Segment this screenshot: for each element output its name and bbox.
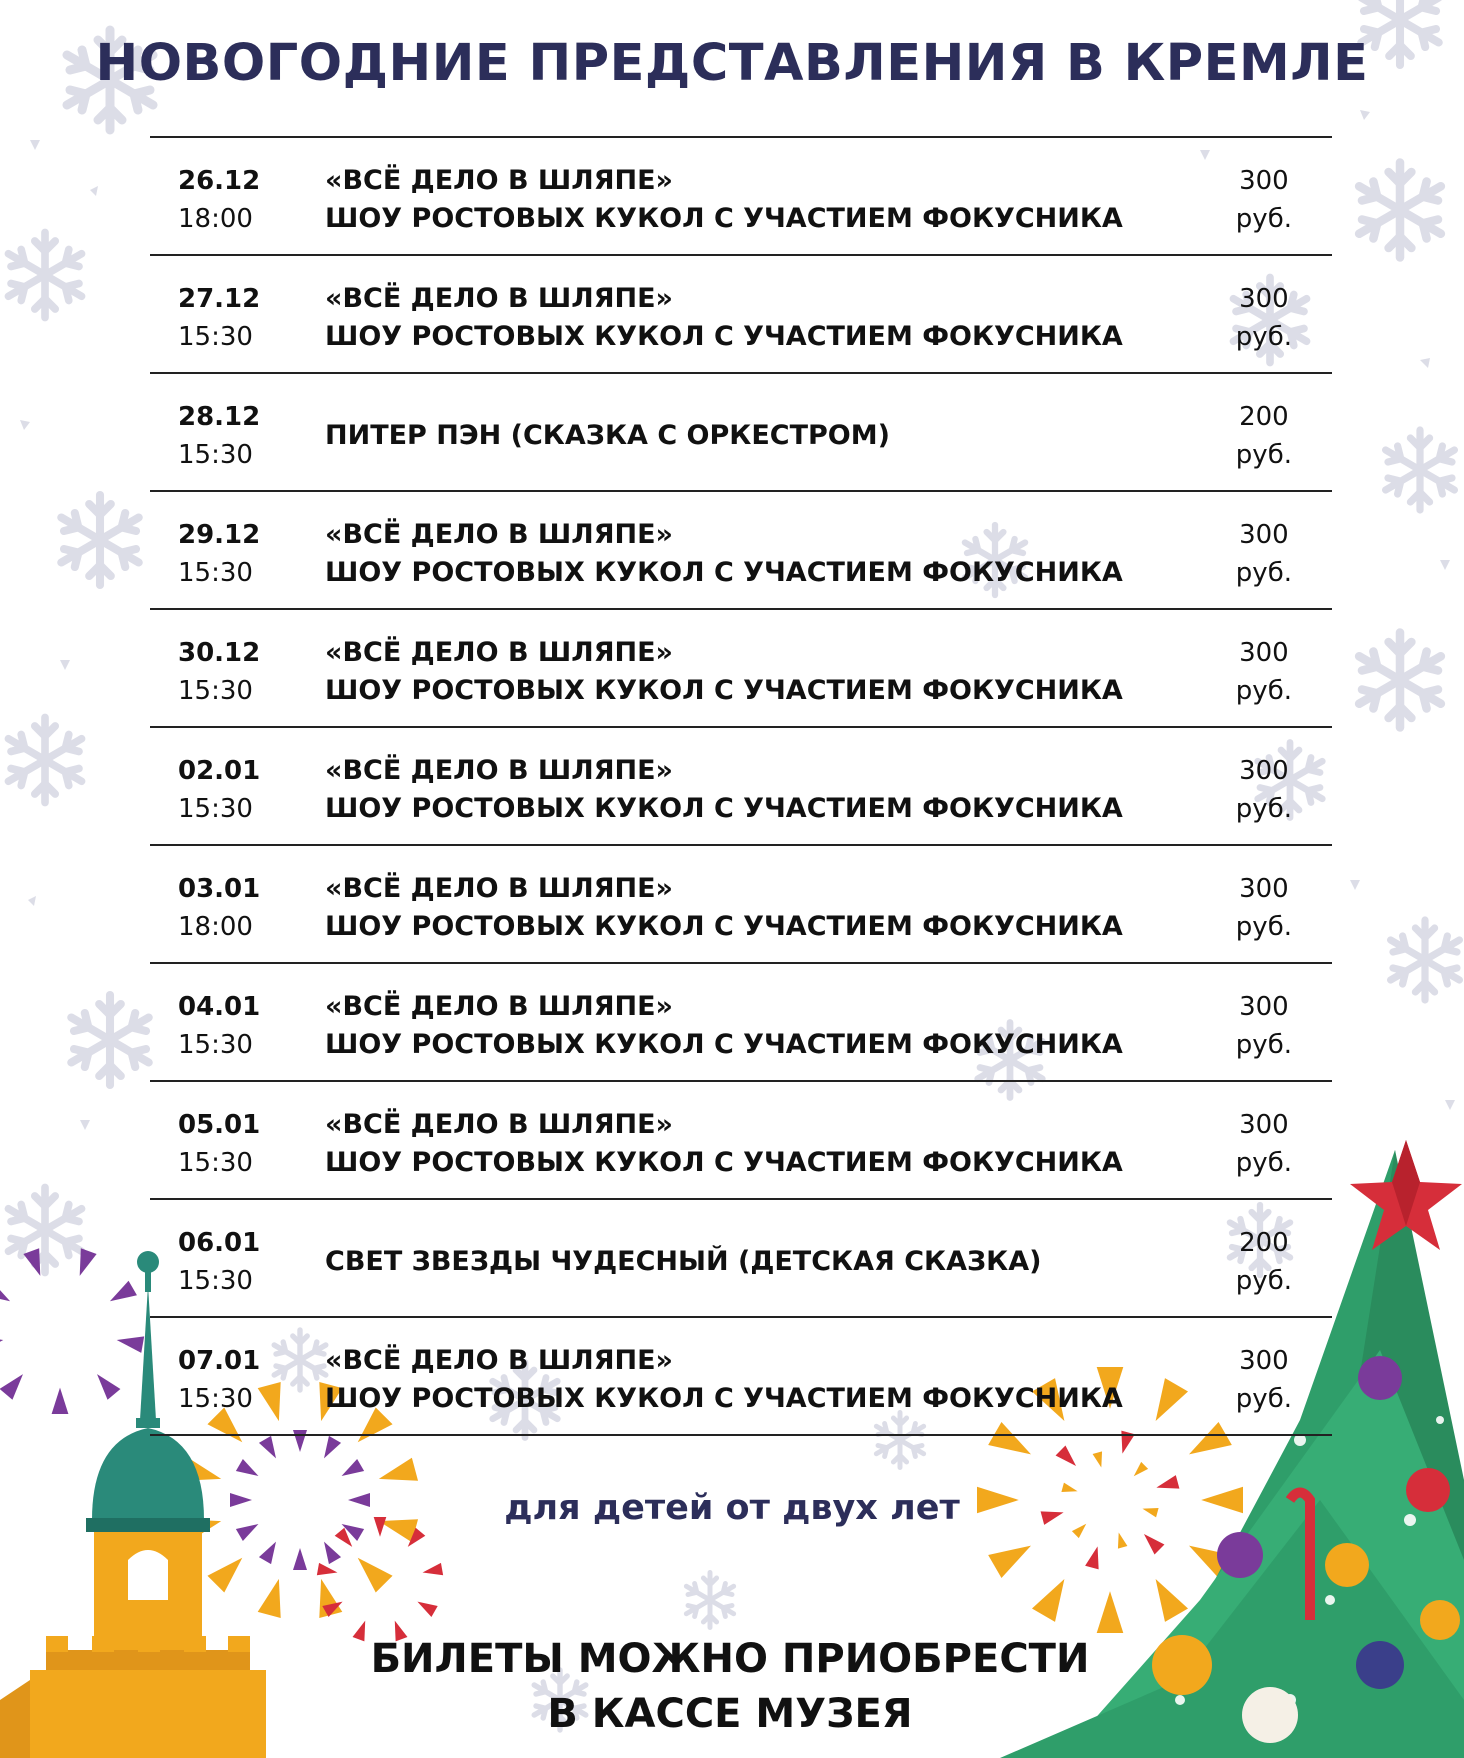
table-row <box>150 962 1332 1080</box>
event-price: 300 руб. <box>1235 284 1292 352</box>
event-title: «ВСЁ ДЕЛО В ШЛЯПЕ» ШОУ РОСТОВЫХ КУКОЛ С УЧАСТИЕМ ФОКУСНИКА <box>325 991 1123 1060</box>
event-date: 29.12 <box>178 520 261 550</box>
event-date: 06.01 <box>178 1228 261 1258</box>
event-date: 03.01 <box>178 874 261 904</box>
event-price: 300 руб. <box>1235 1346 1292 1414</box>
event-date: 07.01 <box>178 1346 261 1376</box>
event-time: 15:30 <box>178 1384 253 1414</box>
event-date: 30.12 <box>178 638 261 668</box>
table-row <box>150 726 1332 844</box>
event-time: 18:00 <box>178 204 253 234</box>
event-time: 15:30 <box>178 322 253 352</box>
table-row <box>150 372 1332 490</box>
event-price: 300 руб. <box>1235 756 1292 824</box>
age-note: для детей от двух лет <box>504 1488 960 1528</box>
event-title: «ВСЁ ДЕЛО В ШЛЯПЕ» ШОУ РОСТОВЫХ КУКОЛ С УЧАСТИЕМ ФОКУСНИКА <box>325 1109 1123 1178</box>
event-price: 300 руб. <box>1235 1110 1292 1178</box>
event-date: 05.01 <box>178 1110 261 1140</box>
event-time: 15:30 <box>178 1148 253 1178</box>
table-row <box>150 136 1332 254</box>
event-price: 200 руб. <box>1235 402 1292 470</box>
event-title: «ВСЁ ДЕЛО В ШЛЯПЕ» ШОУ РОСТОВЫХ КУКОЛ С УЧАСТИЕМ ФОКУСНИКА <box>325 519 1123 588</box>
tickets-info <box>350 1632 1110 1742</box>
event-title: «ВСЁ ДЕЛО В ШЛЯПЕ» ШОУ РОСТОВЫХ КУКОЛ С УЧАСТИЕМ ФОКУСНИКА <box>325 637 1123 706</box>
event-date: 26.12 <box>178 166 261 196</box>
event-title: ПИТЕР ПЭН (СКАЗКА С ОРКЕСТРОМ) <box>325 420 890 451</box>
tickets-line-2: В КАССЕ МУЗЕЯ <box>547 1691 913 1737</box>
table-row <box>150 844 1332 962</box>
event-date: 27.12 <box>178 284 261 314</box>
event-time: 15:30 <box>178 440 253 470</box>
table-row <box>150 1080 1332 1198</box>
event-title: «ВСЁ ДЕЛО В ШЛЯПЕ» ШОУ РОСТОВЫХ КУКОЛ С УЧАСТИЕМ ФОКУСНИКА <box>325 755 1123 824</box>
event-title: «ВСЁ ДЕЛО В ШЛЯПЕ» ШОУ РОСТОВЫХ КУКОЛ С УЧАСТИЕМ ФОКУСНИКА <box>325 873 1123 942</box>
event-date: 04.01 <box>178 992 261 1022</box>
event-price: 300 руб. <box>1235 992 1292 1060</box>
page-title: НОВОГОДНИЕ ПРЕДСТАВЛЕНИЯ В КРЕМЛЕ <box>95 34 1369 93</box>
table-row <box>150 254 1332 372</box>
event-price: 300 руб. <box>1235 166 1292 234</box>
table-row <box>150 1198 1332 1316</box>
table-row <box>150 490 1332 608</box>
table-row <box>150 608 1332 726</box>
event-price: 300 руб. <box>1235 874 1292 942</box>
event-title: СВЕТ ЗВЕЗДЫ ЧУДЕСНЫЙ (ДЕТСКАЯ СКАЗКА) <box>325 1246 1042 1277</box>
table-row <box>150 1316 1332 1436</box>
schedule-table <box>150 136 1332 1436</box>
event-date: 02.01 <box>178 756 261 786</box>
event-time: 15:30 <box>178 558 253 588</box>
event-time: 15:30 <box>178 676 253 706</box>
tickets-line-1: БИЛЕТЫ МОЖНО ПРИОБРЕСТИ <box>370 1636 1090 1682</box>
event-title: «ВСЁ ДЕЛО В ШЛЯПЕ» ШОУ РОСТОВЫХ КУКОЛ С УЧАСТИЕМ ФОКУСНИКА <box>325 283 1123 352</box>
event-date: 28.12 <box>178 402 261 432</box>
event-title: «ВСЁ ДЕЛО В ШЛЯПЕ» ШОУ РОСТОВЫХ КУКОЛ С УЧАСТИЕМ ФОКУСНИКА <box>325 1345 1123 1414</box>
event-price: 300 руб. <box>1235 520 1292 588</box>
event-time: 15:30 <box>178 794 253 824</box>
event-time: 15:30 <box>178 1030 253 1060</box>
event-price: 300 руб. <box>1235 638 1292 706</box>
event-title: «ВСЁ ДЕЛО В ШЛЯПЕ» ШОУ РОСТОВЫХ КУКОЛ С УЧАСТИЕМ ФОКУСНИКА <box>325 165 1123 234</box>
event-time: 18:00 <box>178 912 253 942</box>
event-time: 15:30 <box>178 1266 253 1296</box>
event-price: 200 руб. <box>1235 1228 1292 1296</box>
